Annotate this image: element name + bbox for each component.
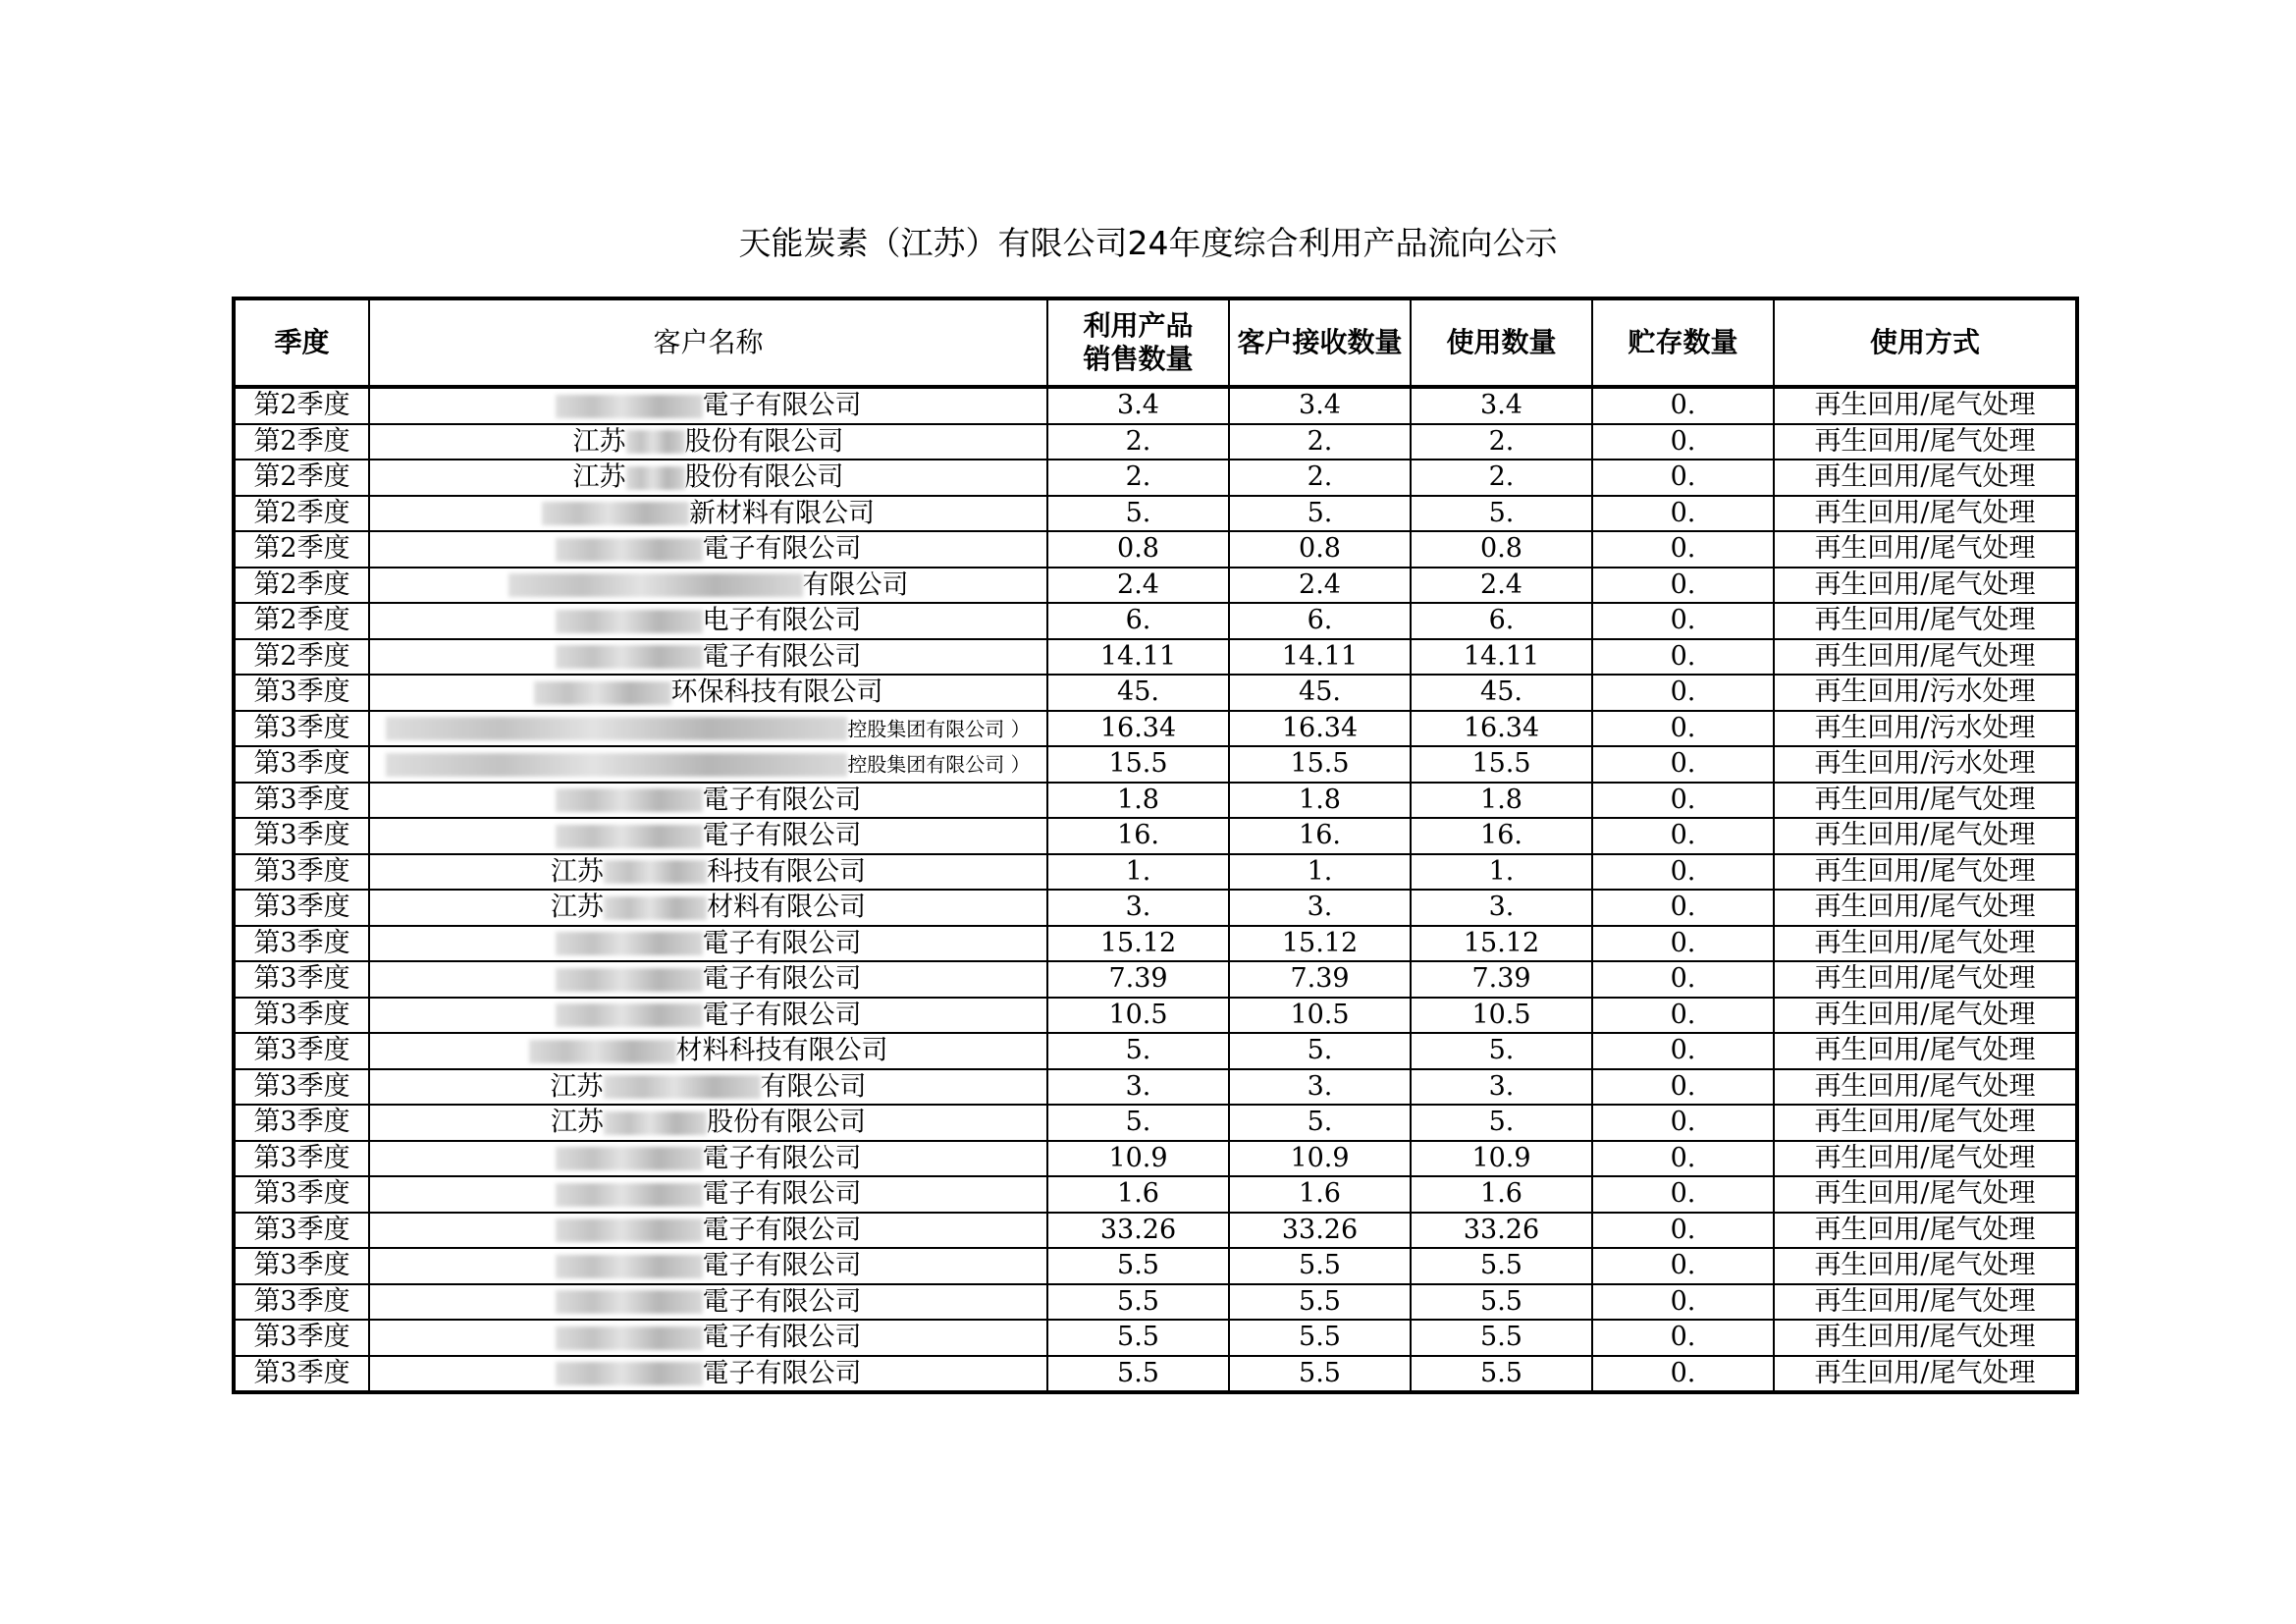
customer-name-suffix: 科技有限公司: [707, 856, 866, 887]
received-quantity-cell: 3.4: [1229, 387, 1411, 424]
customer-name-suffix: 新材料有限公司: [689, 498, 875, 528]
used-quantity-cell: 5.5: [1411, 1284, 1592, 1321]
used-quantity-cell: 1.: [1411, 854, 1592, 891]
stored-quantity-cell: 0.: [1592, 1284, 1774, 1321]
stored-quantity-cell: 0.: [1592, 818, 1774, 854]
used-quantity-cell: 5.: [1411, 1033, 1592, 1069]
received-quantity-cell: 6.: [1229, 603, 1411, 639]
customer-name-cell: [369, 531, 1047, 568]
usage-method-cell: 再生回用/尾气处理: [1774, 1105, 2077, 1141]
sales-quantity-cell: 45.: [1047, 675, 1229, 711]
table-row: [234, 783, 2077, 819]
received-quantity-cell: 10.5: [1229, 998, 1411, 1034]
sales-quantity-cell: 7.39: [1047, 961, 1229, 998]
stored-quantity-cell: 0.: [1592, 1176, 1774, 1213]
usage-method-cell: 再生回用/尾气处理: [1774, 1176, 2077, 1213]
quarter-cell: 第2季度: [234, 387, 369, 424]
table-row: [234, 854, 2077, 891]
redacted-name-blur: [508, 573, 803, 597]
redacted-name-blur: [556, 395, 703, 418]
sales-quantity-cell: 15.12: [1047, 926, 1229, 962]
usage-method-cell: 再生回用/尾气处理: [1774, 568, 2077, 604]
table-row: [234, 961, 2077, 998]
sales-quantity-cell: 33.26: [1047, 1213, 1229, 1249]
received-quantity-cell: 15.5: [1229, 746, 1411, 783]
used-quantity-cell: 33.26: [1411, 1213, 1592, 1249]
sales-quantity-cell: 14.11: [1047, 639, 1229, 676]
product-flow-table: [232, 297, 2079, 1394]
used-quantity-cell: 5.: [1411, 1105, 1592, 1141]
table-row: [234, 496, 2077, 532]
redacted-name-blur: [556, 1218, 703, 1242]
usage-method-cell: 再生回用/尾气处理: [1774, 1213, 2077, 1249]
received-quantity-cell: 1.8: [1229, 783, 1411, 819]
customer-name-cell: [369, 1105, 1047, 1141]
usage-method-cell: 再生回用/尾气处理: [1774, 961, 2077, 998]
redacted-name-blur: [556, 1147, 703, 1170]
usage-method-cell: 再生回用/尾气处理: [1774, 926, 2077, 962]
sales-quantity-cell: 2.: [1047, 424, 1229, 460]
customer-name-suffix: 控股集团有限公司 ）: [847, 752, 1031, 777]
quarter-cell: 第3季度: [234, 1284, 369, 1321]
received-quantity-cell: 5.5: [1229, 1284, 1411, 1321]
customer-name-cell: [369, 496, 1047, 532]
customer-name-suffix: 電子有限公司: [702, 1178, 862, 1210]
stored-quantity-cell: 0.: [1592, 783, 1774, 819]
redacted-name-blur: [542, 502, 689, 525]
quarter-cell: 第2季度: [234, 531, 369, 568]
customer-name-cell: [369, 711, 1047, 747]
stored-quantity-cell: 0.: [1592, 1033, 1774, 1069]
customer-name-cell: [369, 746, 1047, 783]
sales-quantity-cell: 5.5: [1047, 1320, 1229, 1356]
redacted-name-blur: [556, 788, 703, 812]
usage-method-cell: 再生回用/尾气处理: [1774, 387, 2077, 424]
usage-method-cell: 再生回用/尾气处理: [1774, 1248, 2077, 1284]
table-row: [234, 387, 2077, 424]
used-quantity-cell: 14.11: [1411, 639, 1592, 676]
customer-name-cell: [369, 890, 1047, 926]
received-quantity-cell: 5.: [1229, 1105, 1411, 1141]
customer-name-suffix: 電子有限公司: [702, 1143, 862, 1173]
quarter-cell: 第3季度: [234, 1356, 369, 1393]
redacted-name-blur: [556, 1183, 703, 1207]
used-quantity-cell: 5.: [1411, 496, 1592, 532]
received-quantity-cell: 14.11: [1229, 639, 1411, 676]
received-quantity-cell: 5.: [1229, 1033, 1411, 1069]
table-row: [234, 1248, 2077, 1284]
redacted-name-blur: [556, 1003, 703, 1027]
redacted-name-blur: [604, 1111, 707, 1135]
usage-method-cell: 再生回用/污水处理: [1774, 746, 2077, 783]
table-row: [234, 603, 2077, 639]
customer-name-suffix: 電子有限公司: [702, 1250, 862, 1281]
sales-quantity-cell: 16.34: [1047, 711, 1229, 747]
customer-name-prefix: 江苏: [572, 461, 626, 493]
redacted-name-blur: [556, 932, 703, 955]
table-row: [234, 818, 2077, 854]
stored-quantity-cell: 0.: [1592, 424, 1774, 460]
quarter-cell: 第3季度: [234, 1033, 369, 1069]
sales-quantity-cell: 3.: [1047, 890, 1229, 926]
received-quantity-cell: 3.: [1229, 1069, 1411, 1106]
customer-name-cell: [369, 1033, 1047, 1069]
redacted-name-blur: [556, 825, 703, 848]
usage-method-cell: 再生回用/尾气处理: [1774, 460, 2077, 496]
used-quantity-cell: 1.8: [1411, 783, 1592, 819]
customer-name-cell: [369, 568, 1047, 604]
used-quantity-cell: 2.: [1411, 460, 1592, 496]
customer-name-suffix: 环保科技有限公司: [670, 677, 883, 708]
used-quantity-cell: 2.: [1411, 424, 1592, 460]
quarter-cell: 第3季度: [234, 818, 369, 854]
sales-quantity-cell: 3.: [1047, 1069, 1229, 1106]
customer-name-cell: [369, 818, 1047, 854]
redacted-name-blur: [556, 1326, 703, 1350]
customer-name-suffix: 材料有限公司: [707, 892, 866, 923]
sales-quantity-cell: 10.9: [1047, 1141, 1229, 1177]
usage-method-cell: 再生回用/尾气处理: [1774, 1320, 2077, 1356]
used-quantity-cell: 1.6: [1411, 1176, 1592, 1213]
table-row: [234, 1141, 2077, 1177]
stored-quantity-cell: 0.: [1592, 854, 1774, 891]
stored-quantity-cell: 0.: [1592, 387, 1774, 424]
stored-quantity-cell: 0.: [1592, 998, 1774, 1034]
table-row: [234, 1213, 2077, 1249]
quarter-cell: 第2季度: [234, 496, 369, 532]
used-quantity-cell: 3.4: [1411, 387, 1592, 424]
received-quantity-cell: 0.8: [1229, 531, 1411, 568]
received-quantity-cell: 5.5: [1229, 1356, 1411, 1393]
customer-name-prefix: 江苏: [551, 892, 604, 923]
header-received-quantity: 客户接收数量: [1229, 298, 1411, 387]
customer-name-cell: [369, 926, 1047, 962]
table-row: [234, 1284, 2077, 1321]
customer-name-suffix: 電子有限公司: [702, 928, 862, 958]
customer-name-cell: [369, 460, 1047, 496]
quarter-cell: 第3季度: [234, 783, 369, 819]
received-quantity-cell: 2.: [1229, 424, 1411, 460]
sales-quantity-cell: 3.4: [1047, 387, 1229, 424]
table-row: [234, 1033, 2077, 1069]
redacted-name-blur: [529, 1040, 676, 1063]
quarter-cell: 第3季度: [234, 1320, 369, 1356]
table-row: [234, 531, 2077, 568]
quarter-cell: 第2季度: [234, 568, 369, 604]
sales-quantity-cell: 5.5: [1047, 1284, 1229, 1321]
header-used-quantity: 使用数量: [1411, 298, 1592, 387]
sales-quantity-cell: 5.5: [1047, 1248, 1229, 1284]
customer-name-cell: [369, 1284, 1047, 1321]
stored-quantity-cell: 0.: [1592, 675, 1774, 711]
usage-method-cell: 再生回用/尾气处理: [1774, 1069, 2077, 1106]
received-quantity-cell: 45.: [1229, 675, 1411, 711]
sales-quantity-cell: 0.8: [1047, 531, 1229, 568]
quarter-cell: 第2季度: [234, 424, 369, 460]
used-quantity-cell: 10.5: [1411, 998, 1592, 1034]
redacted-name-blur: [626, 466, 685, 490]
table-row: [234, 568, 2077, 604]
stored-quantity-cell: 0.: [1592, 1356, 1774, 1393]
table-row: [234, 711, 2077, 747]
customer-name-prefix: 江苏: [550, 1071, 604, 1102]
received-quantity-cell: 2.4: [1229, 568, 1411, 604]
table-row: [234, 998, 2077, 1034]
received-quantity-cell: 5.5: [1229, 1320, 1411, 1356]
usage-method-cell: 再生回用/污水处理: [1774, 711, 2077, 747]
table-row: [234, 460, 2077, 496]
used-quantity-cell: 15.5: [1411, 746, 1592, 783]
table-row: [234, 1105, 2077, 1141]
redacted-name-blur: [534, 681, 671, 705]
customer-name-cell: [369, 1141, 1047, 1177]
usage-method-cell: 再生回用/尾气处理: [1774, 1284, 2077, 1321]
received-quantity-cell: 16.: [1229, 818, 1411, 854]
redacted-name-blur: [556, 1255, 703, 1278]
quarter-cell: 第3季度: [234, 890, 369, 926]
customer-name-suffix: 股份有限公司: [707, 1107, 866, 1138]
customer-name-suffix: 电子有限公司: [702, 605, 862, 636]
used-quantity-cell: 5.5: [1411, 1356, 1592, 1393]
customer-name-suffix: 股份有限公司: [684, 461, 844, 493]
sales-quantity-cell: 5.: [1047, 1033, 1229, 1069]
usage-method-cell: 再生回用/尾气处理: [1774, 496, 2077, 532]
stored-quantity-cell: 0.: [1592, 1213, 1774, 1249]
table-row: [234, 639, 2077, 676]
redacted-name-blur: [386, 753, 847, 777]
received-quantity-cell: 15.12: [1229, 926, 1411, 962]
received-quantity-cell: 1.6: [1229, 1176, 1411, 1213]
usage-method-cell: 再生回用/尾气处理: [1774, 1033, 2077, 1069]
sales-quantity-cell: 6.: [1047, 603, 1229, 639]
received-quantity-cell: 5.5: [1229, 1248, 1411, 1284]
customer-name-suffix: 電子有限公司: [702, 1322, 862, 1353]
redacted-name-blur: [556, 1362, 703, 1385]
redacted-name-blur: [556, 645, 703, 669]
usage-method-cell: 再生回用/尾气处理: [1774, 531, 2077, 568]
sales-quantity-cell: 2.: [1047, 460, 1229, 496]
table-row: [234, 890, 2077, 926]
table-row: [234, 1069, 2077, 1106]
usage-method-cell: 再生回用/污水处理: [1774, 675, 2077, 711]
customer-name-cell: [369, 1213, 1047, 1249]
redacted-name-blur: [604, 1075, 761, 1099]
quarter-cell: 第3季度: [234, 711, 369, 747]
customer-name-suffix: 電子有限公司: [702, 1358, 862, 1388]
quarter-cell: 第3季度: [234, 1069, 369, 1106]
used-quantity-cell: 10.9: [1411, 1141, 1592, 1177]
sales-quantity-cell: 10.5: [1047, 998, 1229, 1034]
used-quantity-cell: 6.: [1411, 603, 1592, 639]
sales-quantity-cell: 1.: [1047, 854, 1229, 891]
quarter-cell: 第2季度: [234, 639, 369, 676]
stored-quantity-cell: 0.: [1592, 746, 1774, 783]
customer-name-cell: [369, 639, 1047, 676]
customer-name-suffix: 有限公司: [760, 1071, 867, 1102]
table-row: [234, 1176, 2077, 1213]
quarter-cell: 第3季度: [234, 854, 369, 891]
header-sales-quantity-label: 利用产品销售数量: [1083, 309, 1194, 375]
stored-quantity-cell: 0.: [1592, 711, 1774, 747]
table-row: [234, 424, 2077, 460]
table-row: [234, 1356, 2077, 1393]
customer-name-suffix: 材料科技有限公司: [675, 1035, 888, 1066]
header-usage-method: 使用方式: [1774, 298, 2077, 387]
table-row: [234, 1320, 2077, 1356]
customer-name-prefix: 江苏: [572, 426, 626, 457]
sales-quantity-cell: 1.8: [1047, 783, 1229, 819]
stored-quantity-cell: 0.: [1592, 1141, 1774, 1177]
quarter-cell: 第3季度: [234, 1141, 369, 1177]
received-quantity-cell: 5.: [1229, 496, 1411, 532]
redacted-name-blur: [556, 538, 703, 562]
stored-quantity-cell: 0.: [1592, 1248, 1774, 1284]
used-quantity-cell: 16.: [1411, 818, 1592, 854]
sales-quantity-cell: 5.: [1047, 496, 1229, 532]
document-title: 天能炭素（江苏）有限公司24年度综合利用产品流向公示: [738, 224, 1558, 262]
usage-method-cell: 再生回用/尾气处理: [1774, 998, 2077, 1034]
customer-name-suffix: 電子有限公司: [702, 1000, 862, 1030]
stored-quantity-cell: 0.: [1592, 890, 1774, 926]
customer-name-cell: [369, 961, 1047, 998]
received-quantity-cell: 7.39: [1229, 961, 1411, 998]
customer-name-cell: [369, 1248, 1047, 1284]
customer-name-cell: [369, 424, 1047, 460]
table-body: [234, 387, 2077, 1392]
quarter-cell: 第3季度: [234, 1105, 369, 1141]
customer-name-suffix: 電子有限公司: [702, 641, 862, 672]
customer-name-cell: [369, 387, 1047, 424]
header-customer-name: 客户名称: [369, 298, 1047, 387]
table-row: [234, 926, 2077, 962]
quarter-cell: 第2季度: [234, 603, 369, 639]
sales-quantity-cell: 2.4: [1047, 568, 1229, 604]
table-row: [234, 746, 2077, 783]
customer-name-cell: [369, 998, 1047, 1034]
quarter-cell: 第3季度: [234, 1248, 369, 1284]
customer-name-suffix: 電子有限公司: [702, 963, 862, 995]
customer-name-suffix: 控股集团有限公司 ）: [847, 717, 1031, 740]
used-quantity-cell: 15.12: [1411, 926, 1592, 962]
usage-method-cell: 再生回用/尾气处理: [1774, 603, 2077, 639]
quarter-cell: 第3季度: [234, 998, 369, 1034]
customer-name-cell: [369, 1356, 1047, 1393]
stored-quantity-cell: 0.: [1592, 460, 1774, 496]
received-quantity-cell: 2.: [1229, 460, 1411, 496]
header-sales-quantity: [1047, 298, 1229, 387]
received-quantity-cell: 33.26: [1229, 1213, 1411, 1249]
customer-name-suffix: 電子有限公司: [702, 820, 862, 851]
stored-quantity-cell: 0.: [1592, 1320, 1774, 1356]
usage-method-cell: 再生回用/尾气处理: [1774, 1141, 2077, 1177]
stored-quantity-cell: 0.: [1592, 1105, 1774, 1141]
quarter-cell: 第3季度: [234, 675, 369, 711]
stored-quantity-cell: 0.: [1592, 1069, 1774, 1106]
used-quantity-cell: 0.8: [1411, 531, 1592, 568]
stored-quantity-cell: 0.: [1592, 496, 1774, 532]
received-quantity-cell: 3.: [1229, 890, 1411, 926]
used-quantity-cell: 5.5: [1411, 1248, 1592, 1284]
used-quantity-cell: 16.34: [1411, 711, 1592, 747]
quarter-cell: 第3季度: [234, 1213, 369, 1249]
usage-method-cell: 再生回用/尾气处理: [1774, 890, 2077, 926]
customer-name-prefix: 江苏: [551, 1107, 604, 1138]
redacted-name-blur: [626, 430, 685, 454]
received-quantity-cell: 16.34: [1229, 711, 1411, 747]
customer-name-cell: [369, 783, 1047, 819]
sales-quantity-cell: 5.: [1047, 1105, 1229, 1141]
used-quantity-cell: 7.39: [1411, 961, 1592, 998]
sales-quantity-cell: 16.: [1047, 818, 1229, 854]
usage-method-cell: 再生回用/尾气处理: [1774, 854, 2077, 891]
customer-name-suffix: 電子有限公司: [702, 533, 862, 565]
customer-name-suffix: 電子有限公司: [702, 785, 862, 815]
redacted-name-blur: [604, 896, 707, 920]
usage-method-cell: 再生回用/尾气处理: [1774, 424, 2077, 460]
customer-name-prefix: 江苏: [551, 856, 604, 887]
stored-quantity-cell: 0.: [1592, 603, 1774, 639]
usage-method-cell: 再生回用/尾气处理: [1774, 639, 2077, 676]
stored-quantity-cell: 0.: [1592, 568, 1774, 604]
quarter-cell: 第3季度: [234, 746, 369, 783]
quarter-cell: 第3季度: [234, 961, 369, 998]
quarter-cell: 第3季度: [234, 1176, 369, 1213]
used-quantity-cell: 45.: [1411, 675, 1592, 711]
customer-name-cell: [369, 1176, 1047, 1213]
header-stored-quantity: 贮存数量: [1592, 298, 1774, 387]
table-row: [234, 675, 2077, 711]
sales-quantity-cell: 15.5: [1047, 746, 1229, 783]
redacted-name-blur: [386, 717, 847, 740]
redacted-name-blur: [604, 860, 707, 884]
redacted-name-blur: [556, 968, 703, 992]
sales-quantity-cell: 5.5: [1047, 1356, 1229, 1393]
redacted-name-blur: [556, 610, 703, 633]
header-quarter: 季度: [234, 298, 369, 387]
received-quantity-cell: 10.9: [1229, 1141, 1411, 1177]
usage-method-cell: 再生回用/尾气处理: [1774, 818, 2077, 854]
stored-quantity-cell: 0.: [1592, 961, 1774, 998]
customer-name-cell: [369, 854, 1047, 891]
used-quantity-cell: 5.5: [1411, 1320, 1592, 1356]
stored-quantity-cell: 0.: [1592, 926, 1774, 962]
used-quantity-cell: 3.: [1411, 1069, 1592, 1106]
table-header-row: [234, 298, 2077, 387]
customer-name-suffix: 電子有限公司: [702, 1286, 862, 1317]
usage-method-cell: 再生回用/尾气处理: [1774, 1356, 2077, 1393]
customer-name-suffix: 股份有限公司: [684, 426, 844, 457]
customer-name-cell: [369, 1320, 1047, 1356]
quarter-cell: 第2季度: [234, 460, 369, 496]
sales-quantity-cell: 1.6: [1047, 1176, 1229, 1213]
used-quantity-cell: 2.4: [1411, 568, 1592, 604]
stored-quantity-cell: 0.: [1592, 531, 1774, 568]
used-quantity-cell: 3.: [1411, 890, 1592, 926]
customer-name-suffix: 有限公司: [802, 569, 909, 600]
customer-name-suffix: 電子有限公司: [702, 390, 862, 421]
usage-method-cell: 再生回用/尾气处理: [1774, 783, 2077, 819]
customer-name-cell: [369, 675, 1047, 711]
customer-name-cell: [369, 603, 1047, 639]
customer-name-suffix: 電子有限公司: [702, 1215, 862, 1245]
received-quantity-cell: 1.: [1229, 854, 1411, 891]
stored-quantity-cell: 0.: [1592, 639, 1774, 676]
customer-name-cell: [369, 1069, 1047, 1106]
quarter-cell: 第3季度: [234, 926, 369, 962]
redacted-name-blur: [556, 1290, 703, 1314]
